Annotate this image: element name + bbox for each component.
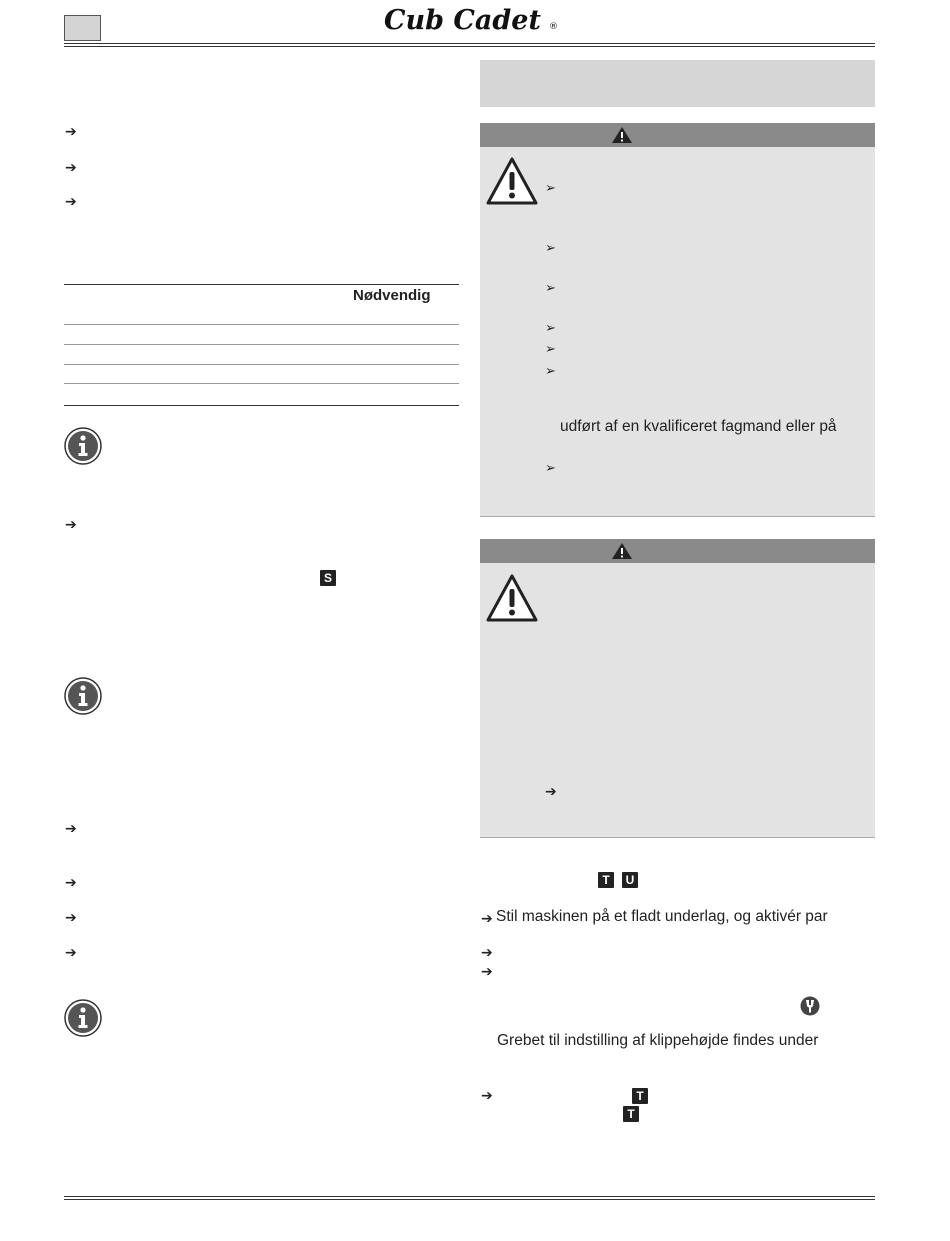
warning-header-bar xyxy=(480,123,875,147)
chevron-bullet-icon: ➢ xyxy=(545,320,556,335)
arrow-right-icon: ➔ xyxy=(481,910,493,926)
table-header-required: Nødvendig xyxy=(353,287,431,304)
section-heading-band xyxy=(480,60,875,107)
section-badge-t: T xyxy=(598,872,614,888)
footer-rule-top xyxy=(64,1196,875,1197)
note-text: Grebet til indstilling af klippehøjde findes under xyxy=(497,1032,819,1049)
section-badge-s: S xyxy=(320,570,336,586)
chevron-bullet-icon: ➢ xyxy=(545,180,556,195)
warning-triangle-icon xyxy=(611,126,633,144)
info-icon xyxy=(64,427,102,465)
warning-triangle-icon xyxy=(611,542,633,560)
wrench-icon xyxy=(800,996,820,1016)
arrow-right-icon: ➔ xyxy=(545,783,557,799)
warning-header-bar xyxy=(480,539,875,563)
table-bottom-rule xyxy=(64,405,459,406)
registered-mark: ® xyxy=(549,22,558,32)
chevron-bullet-icon: ➢ xyxy=(545,341,556,356)
arrow-right-icon: ➔ xyxy=(481,944,493,960)
table-row-divider xyxy=(64,344,459,345)
chevron-bullet-icon: ➢ xyxy=(545,240,556,255)
header-rule-top xyxy=(64,43,875,44)
footer-rule-bottom xyxy=(64,1199,875,1200)
warning-triangle-icon xyxy=(486,157,538,205)
step-badge-t: T xyxy=(632,1088,648,1104)
info-icon xyxy=(64,999,102,1037)
page-number-box xyxy=(64,15,101,41)
chevron-bullet-icon: ➢ xyxy=(545,280,556,295)
cub-cadet-logo xyxy=(384,2,564,36)
arrow-right-icon: ➔ xyxy=(65,193,77,209)
arrow-right-icon: ➔ xyxy=(481,963,493,979)
warning-triangle-icon xyxy=(486,574,538,622)
table-row-divider xyxy=(64,383,459,384)
arrow-right-icon: ➔ xyxy=(481,1087,493,1103)
section-badge-u: U xyxy=(622,872,638,888)
header-rule-bottom xyxy=(64,46,875,47)
arrow-right-icon: ➔ xyxy=(65,159,77,175)
warning-text-line: udført af en kvalificeret fagmand eller på xyxy=(560,418,837,435)
warning-panel-1 xyxy=(480,123,875,517)
step-badge-t: T xyxy=(623,1106,639,1122)
warning-panel-2 xyxy=(480,539,875,838)
arrow-right-icon: ➔ xyxy=(65,516,77,532)
arrow-right-icon: ➔ xyxy=(65,123,77,139)
chevron-bullet-icon: ➢ xyxy=(545,460,556,475)
arrow-right-icon: ➔ xyxy=(65,909,77,925)
arrow-right-icon: ➔ xyxy=(65,820,77,836)
logo-text: Cub Cadet xyxy=(384,5,541,36)
chevron-bullet-icon: ➢ xyxy=(545,363,556,378)
table-row-divider xyxy=(64,364,459,365)
arrow-right-icon: ➔ xyxy=(65,874,77,890)
step-text: Stil maskinen på et fladt underlag, og aktivér par xyxy=(496,908,828,925)
table-row-divider xyxy=(64,324,459,325)
table-top-rule xyxy=(64,284,459,285)
arrow-right-icon: ➔ xyxy=(65,944,77,960)
info-icon xyxy=(64,677,102,715)
